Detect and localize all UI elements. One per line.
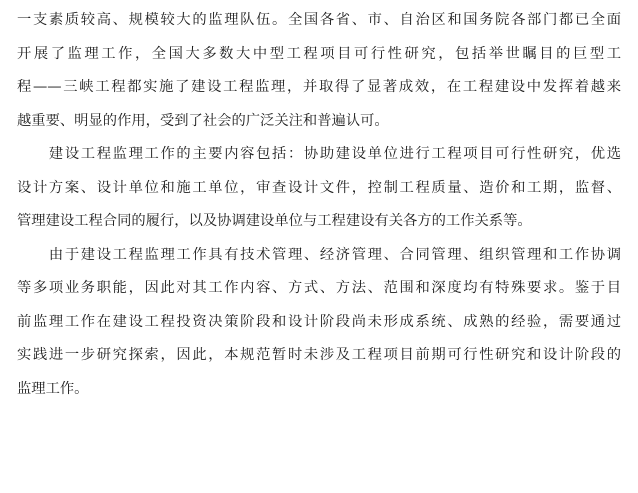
text-line: 实践进一步研究探索，因此，本规范暂时未涉及工程项目前期可行性研究和设计阶段的 [17,347,621,363]
paragraph-2 [17,138,621,239]
text-line: 等多项业务职能，因此对其工作内容、方式、方法、范围和深度均有特殊要求。鉴于目 [17,280,621,296]
text-line: 建设工程监理工作的主要内容包括：协助建设单位进行工程项目可行性研究，优选 [17,146,621,162]
paragraph-3 [17,239,621,407]
text-line: 程——三峡工程都实施了建设工程监理，并取得了显著成效，在工程建设中发挥着越来 [17,79,621,95]
text-line: 开展了监理工作，全国大多数大中型工程项目可行性研究，包括举世瞩目的巨型工 [17,45,621,62]
text-line: 由于建设工程监理工作具有技术管理、经济管理、合同管理、组织管理和工作协调 [17,246,621,263]
text-line: 设计方案、设计单位和施工单位，审查设计文件，控制工程质量、造价和工期，监督、 [17,179,621,196]
text-line: 一支素质较高、规模较大的监理队伍。全国各省、市、自治区和国务院各部门都已全面 [17,12,621,28]
text-line: 越重要、明显的作用，受到了社会的广泛关注和普遍认可。 [17,112,389,129]
paragraph-1 [17,4,621,138]
text-line: 监理工作。 [17,380,89,397]
text-line: 管理建设工程合同的履行，以及协调建设单位与工程建设有关各方的工作关系等。 [17,213,532,229]
text-line: 前监理工作在建设工程投资决策阶段和设计阶段尚未形成系统、成熟的经验，需要通过 [17,313,621,330]
